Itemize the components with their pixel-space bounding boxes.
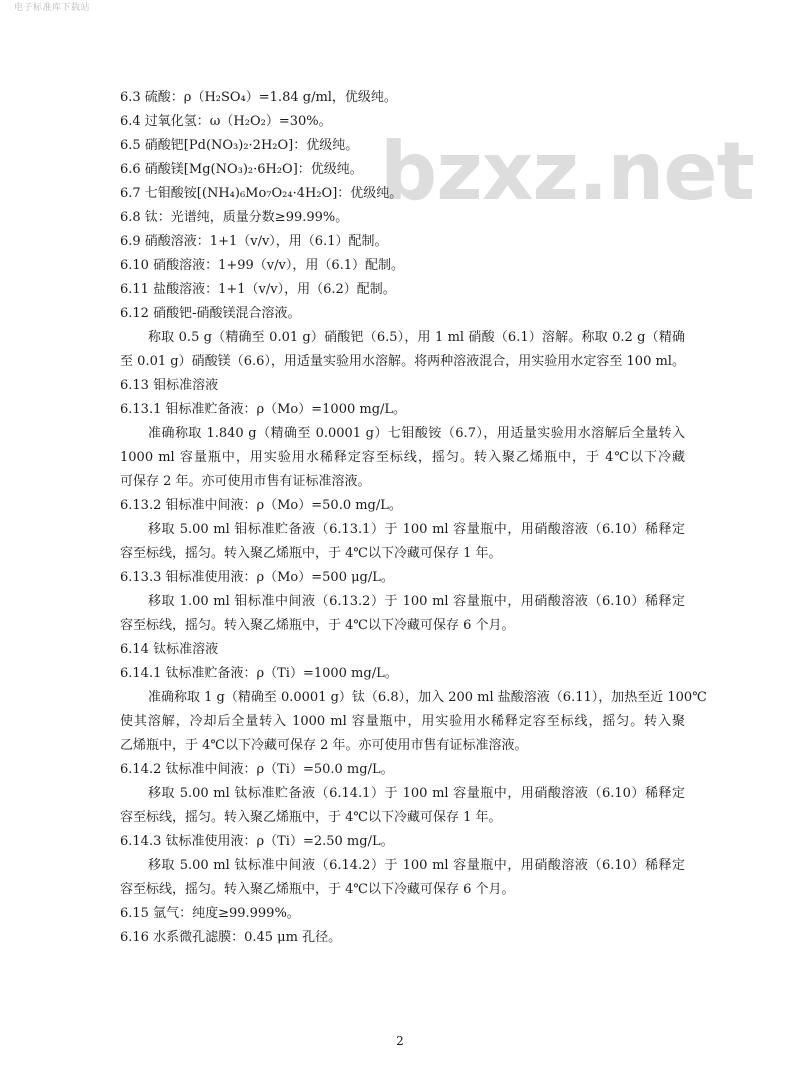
text-line: 容至标线，摇匀。转入聚乙烯瓶中，于 4℃以下冷藏可保存 1 年。 [120, 546, 502, 561]
text-line: 容至标线，摇匀。转入聚乙烯瓶中，于 4℃以下冷藏可保存 6 个月。 [120, 618, 515, 633]
text-line: 6.5 硝酸钯[Pd(NO₃)₂·2H₂O]：优级纯。 [120, 138, 359, 153]
text-line: 6.10 硝酸溶液：1+99（v/v），用（6.1）配制。 [120, 258, 405, 273]
text-line: 6.12 硝酸钯-硝酸镁混合溶液。 [120, 306, 301, 321]
text-line: 6.15 氩气：纯度≥99.999%。 [120, 906, 300, 921]
text-line: 移取 5.00 ml 钛标准贮备液（6.14.1）于 100 ml 容量瓶中，用硝酸溶液（6.10）稀释定 [148, 786, 685, 801]
document-body [120, 86, 707, 950]
text-line: 称取 0.5 g（精确至 0.01 g）硝酸钯（6.5），用 1 ml 硝酸（6.1）溶解。称取 0.2 g（精确 [148, 330, 685, 345]
page-number: 2 [396, 1034, 404, 1048]
text-line: 6.11 盐酸溶液：1+1（v/v），用（6.2）配制。 [120, 282, 396, 297]
text-line: 准确称取 1.840 g（精确至 0.0001 g）七钼酸铵（6.7），用适量实验用水溶解后全量转入 [148, 426, 685, 441]
text-line: 6.7 七钼酸铵[(NH₄)₆Mo₇O₂₄·4H₂O]：优级纯。 [120, 186, 403, 201]
text-line: 容至标线，摇匀。转入聚乙烯瓶中，于 4℃以下冷藏可保存 6 个月。 [120, 882, 515, 897]
text-line: 移取 1.00 ml 钼标准中间液（6.13.2）于 100 ml 容量瓶中，用硝酸溶液（6.10）稀释定 [148, 594, 685, 609]
text-line: 1000 ml 容量瓶中，用实验用水稀释定容至标线，摇匀。转入聚乙烯瓶中，于 4℃以下冷藏 [120, 450, 685, 465]
text-line: 6.14.1 钛标准贮备液：ρ（Ti）=1000 mg/L。 [120, 666, 398, 681]
header-mark: 电子标准库下载站 [14, 3, 91, 13]
text-line: 6.14.3 钛标准使用液：ρ（Ti）=2.50 mg/L。 [120, 834, 394, 849]
text-line: 6.14 钛标准溶液 [120, 642, 219, 657]
text-line: 6.8 钛：光谱纯，质量分数≥99.99%。 [120, 210, 349, 225]
text-line: 移取 5.00 ml 钛标准中间液（6.14.2）于 100 ml 容量瓶中，用硝酸溶液（6.10）稀释定 [148, 858, 685, 873]
text-line: 6.13.3 钼标准使用液：ρ（Mo）=500 μg/L。 [120, 570, 394, 585]
text-line: 6.13.1 钼标准贮备液：ρ（Mo）=1000 mg/L。 [120, 402, 407, 417]
text-line: 至 0.01 g）硝酸镁（6.6），用适量实验用水溶解。将两种溶液混合，用实验用水定容至 100 ml。 [120, 354, 685, 369]
text-line: 移取 5.00 ml 钼标准贮备液（6.13.1）于 100 ml 容量瓶中，用硝酸溶液（6.10）稀释定 [148, 522, 685, 537]
text-line: 使其溶解，冷却后全量转入 1000 ml 容量瓶中，用实验用水稀释定容至标线，摇匀。转入聚 [120, 714, 685, 729]
text-line: 6.3 硫酸：ρ（H₂SO₄）=1.84 g/ml，优级纯。 [120, 90, 397, 105]
text-line: 容至标线，摇匀。转入聚乙烯瓶中，于 4℃以下冷藏可保存 1 年。 [120, 810, 502, 825]
watermark: bzxz.net [380, 125, 754, 218]
text-line: 可保存 2 年。亦可使用市售有证标准溶液。 [120, 474, 371, 489]
text-line: 6.16 水系微孔滤膜：0.45 μm 孔径。 [120, 930, 342, 945]
text-line: 准确称取 1 g（精确至 0.0001 g）钛（6.8），加入 200 ml 盐酸溶液（6.11），加热至近 100℃ [148, 690, 707, 705]
text-line: 6.6 硝酸镁[Mg(NO₃)₂·6H₂O]：优级纯。 [120, 162, 363, 177]
text-line: 6.13 钼标准溶液 [120, 378, 219, 393]
text-line: 6.4 过氧化氢：ω（H₂O₂）=30%。 [120, 114, 332, 129]
text-line: 乙烯瓶中，于 4℃以下冷藏可保存 2 年。亦可使用市售有证标准溶液。 [120, 738, 528, 753]
text-line: 6.14.2 钛标准中间液：ρ（Ti）=50.0 mg/L。 [120, 762, 394, 777]
text-line: 6.13.2 钼标准中间液：ρ（Mo）=50.0 mg/L。 [120, 498, 402, 513]
text-line: 6.9 硝酸溶液：1+1（v/v），用（6.1）配制。 [120, 234, 388, 249]
